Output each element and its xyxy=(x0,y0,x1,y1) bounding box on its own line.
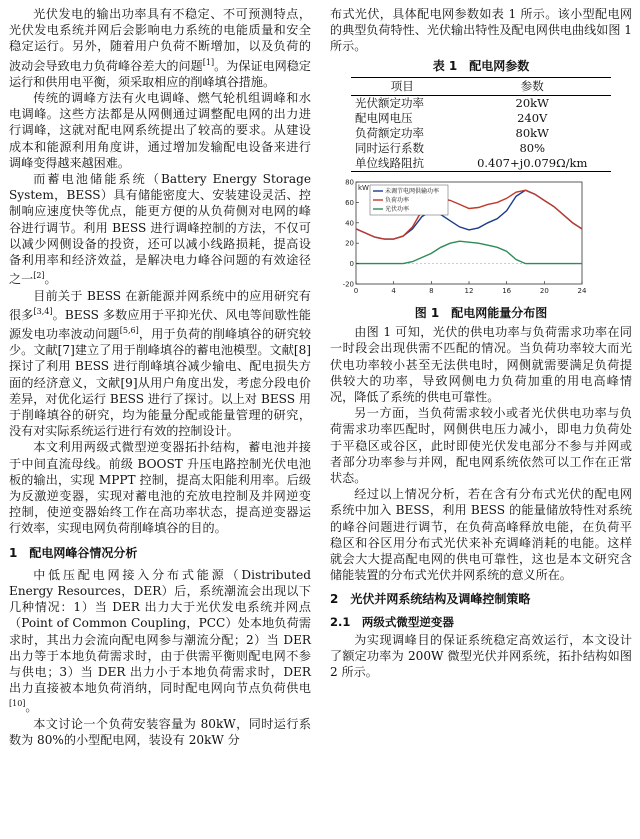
table-cell: 20kW xyxy=(515,95,549,110)
paragraph: 传统的调峰方法有火电调峰、燃气轮机组调峰和水电调峰。这些方法都是从网侧通过调整配电网的出力进行调峰，这就对配电网系统提出了较高的要求。从建设成本和能源利用角度讲，通过增加发输配电设备来进行调峰变得越来越困难。 xyxy=(9,91,311,170)
table-row xyxy=(351,156,611,172)
table-title: 表 1 配电网参数 xyxy=(432,58,530,73)
paragraph: 由图 1 可知，光伏的供电功率与负荷需求功率在同一时段会出现供需不匹配的情况。当负荷功率较大而光伏电功率较小甚至无法供电时，网侧就需要满足负荷提供较大的功率，导致网侧电力负荷加重的用电高峰情况，降低了系统的供电可靠性。 xyxy=(330,325,632,405)
legend-label: 未调节电网供输功率 xyxy=(385,187,440,195)
paragraph: 布式光伏，具体配电网参数如表 1 所示。该小型配电网的典型负荷特性、光伏输出特性及配电网供电曲线如图 1 所示。 xyxy=(330,7,632,54)
section-heading-1: 1 配电网峰谷情况分析 xyxy=(9,545,138,560)
table-row xyxy=(351,111,611,126)
paragraph: 本文利用两级式微型逆变器拓扑结构，蓄电池并接于中间直流母线。前级 BOOST 升压电路控制光伏电池板的输出，实现 MPPT 控制，提高太阳能利用率。后级为反激逆变器，实现对蓄电池的充放电控制及并网逆变控制，使逆变器始终工作在高功率状态，提高逆变器运行效率，实现电网负荷削峰填谷的目的。 xyxy=(9,440,311,536)
table-cell: 80% xyxy=(519,140,546,155)
x-tick-label: 0 xyxy=(353,286,359,295)
table-header: 项目 xyxy=(351,77,453,95)
figure-caption: 图 1 配电网能量分布图 xyxy=(414,306,548,321)
y-tick-label: 20 xyxy=(345,239,354,248)
legend-label: 负荷功率 xyxy=(385,196,410,204)
paragraph: 中低压配电网接入分布式能源（Distributed Energy Resources，DER）后，系统潮流会出现以下几种情况：1）当 DER 出力大于光伏发电系统并网点（Point of Common Coupling，PCC）处本地负荷需求时，其出力会流向配电网参与潮流分配；2）当 DER 出力等于本地负荷需求时，由于供需平衡则配电网不参与供电；3）当 DER 出力小于本地负荷需求时，DER 出力直接被本地负荷消纳，同时配电网向节点负荷供电[10]。 xyxy=(9,567,311,715)
table-cell: 光伏额定功率 xyxy=(355,95,424,110)
table-cell: 同时运行系数 xyxy=(355,140,424,155)
table-row xyxy=(351,141,611,156)
table-cell: 80kW xyxy=(515,125,549,140)
table-cell: 单位线路阻抗 xyxy=(351,156,453,172)
y-tick-label: 40 xyxy=(345,219,354,228)
right-column xyxy=(330,6,632,680)
paragraph: 另一方面，当负荷需求较小或者光伏供电功率与负荷需求功率匹配时，网侧供电压力减小，即电力负荷处于平稳区或谷区，此时即使光伏发电部分不参与并网或者部分功率参与并网，配电网系统依然可以工作在正常状态。 xyxy=(330,406,632,486)
params-table xyxy=(351,77,611,172)
y-tick-label: 80 xyxy=(345,178,354,187)
energy-distribution-chart xyxy=(330,176,590,298)
table-cell: 负荷额定功率 xyxy=(355,125,424,140)
left-column xyxy=(9,6,311,748)
y-tick-label: 60 xyxy=(345,198,354,207)
legend-label: 光伏功率 xyxy=(385,205,410,213)
paragraph: 经过以上情况分析，若在含有分布式光伏的配电网系统中加入 BESS，利用 BESS 的能量储放特性对系统的峰谷问题进行调节，在负荷高峰释放电能，在负荷平稳区和谷区用分布式光伏来补充调峰消耗的电能。这样就会大大提高配电网的供电可靠性，这也是本文研究含储能装置的分布式光伏并网系统的意义所在。 xyxy=(330,487,632,583)
paragraph: 为实现调峰目的保证系统稳定高效运行，本文设计了额定功率为 200W 微型光伏并网系统，拓扑结构如图 2 所示。 xyxy=(330,632,632,680)
table-header: 参数 xyxy=(453,77,611,95)
table-row xyxy=(351,95,611,111)
section-heading-2: 2 光伏并网系统结构及调峰控制策略 xyxy=(330,592,531,607)
subsection-heading-2-1: 2.1 两级式微型逆变器 xyxy=(330,614,454,629)
paragraph: 光伏发电的输出功率具有不稳定、不可预测特点，光伏发电系统并网后会影响电力系统的电能质量和安全稳定运行。另外，随着用户负荷不断增加，以及负荷的波动会导致电力负荷峰谷差大的问题[1]。为保证电网稳定运行和供用电平衡，须采取相应的削峰填谷措施。 xyxy=(9,7,311,89)
paragraph: 目前关于 BESS 在新能源并网系统中的应用研究有很多[3,4]。BESS 多数应用于平抑光伏、风电等间歇性能源发电功率波动问题[5,6]，用于负荷的削峰填谷的研究较少。文献[7]建立了用于削峰填谷的蓄电池模型。文献[8]探讨了利用 BESS 进行削峰填谷减少输电、配电损失方面的经济意义，文献[9]从用户角度出发，考虑分段电价差异，对优化运行 BESS 进行了探讨。以上对 BESS 用于削峰填谷的研究，均为能量分配或能量管理的研究，没有对实际系统运行进行有效的控制设计。 xyxy=(9,288,311,439)
table-cell: 240V xyxy=(517,110,548,125)
x-tick-label: 16 xyxy=(502,286,512,295)
x-tick-label: 4 xyxy=(391,286,396,295)
paragraph: 而蓄电池储能系统（Battery Energy Storage System，BESS）具有储能密度大、安装建设灵活、控制响应速度快等优点，能更方便的从负荷侧对电网的峰谷进行调节。利用 BESS 进行调峰控制的方法，不仅可以减少网侧设备的投资，还可以减小线路损耗，提高设备利用率和经济效益，是解决电力峰谷问题的有效途径之一[2]。 xyxy=(9,172,311,287)
paragraph: 本文讨论一个负荷安装容量为 80kW，同时运行系数为 80%的小型配电网，装设有 20kW 分 xyxy=(9,716,311,747)
x-tick-label: 24 xyxy=(577,286,587,295)
x-tick-label: 8 xyxy=(429,286,434,295)
table-row xyxy=(351,126,611,141)
y-tick-label: 0 xyxy=(349,259,354,268)
table-cell: 配电网电压 xyxy=(355,110,413,125)
x-tick-label: 12 xyxy=(464,286,474,295)
x-tick-label: 20 xyxy=(539,286,549,295)
table-cell: 0.407+j0.079Ω/km xyxy=(453,156,611,172)
y-axis-label: kW xyxy=(358,183,369,192)
y-tick-label: -20 xyxy=(342,280,354,289)
